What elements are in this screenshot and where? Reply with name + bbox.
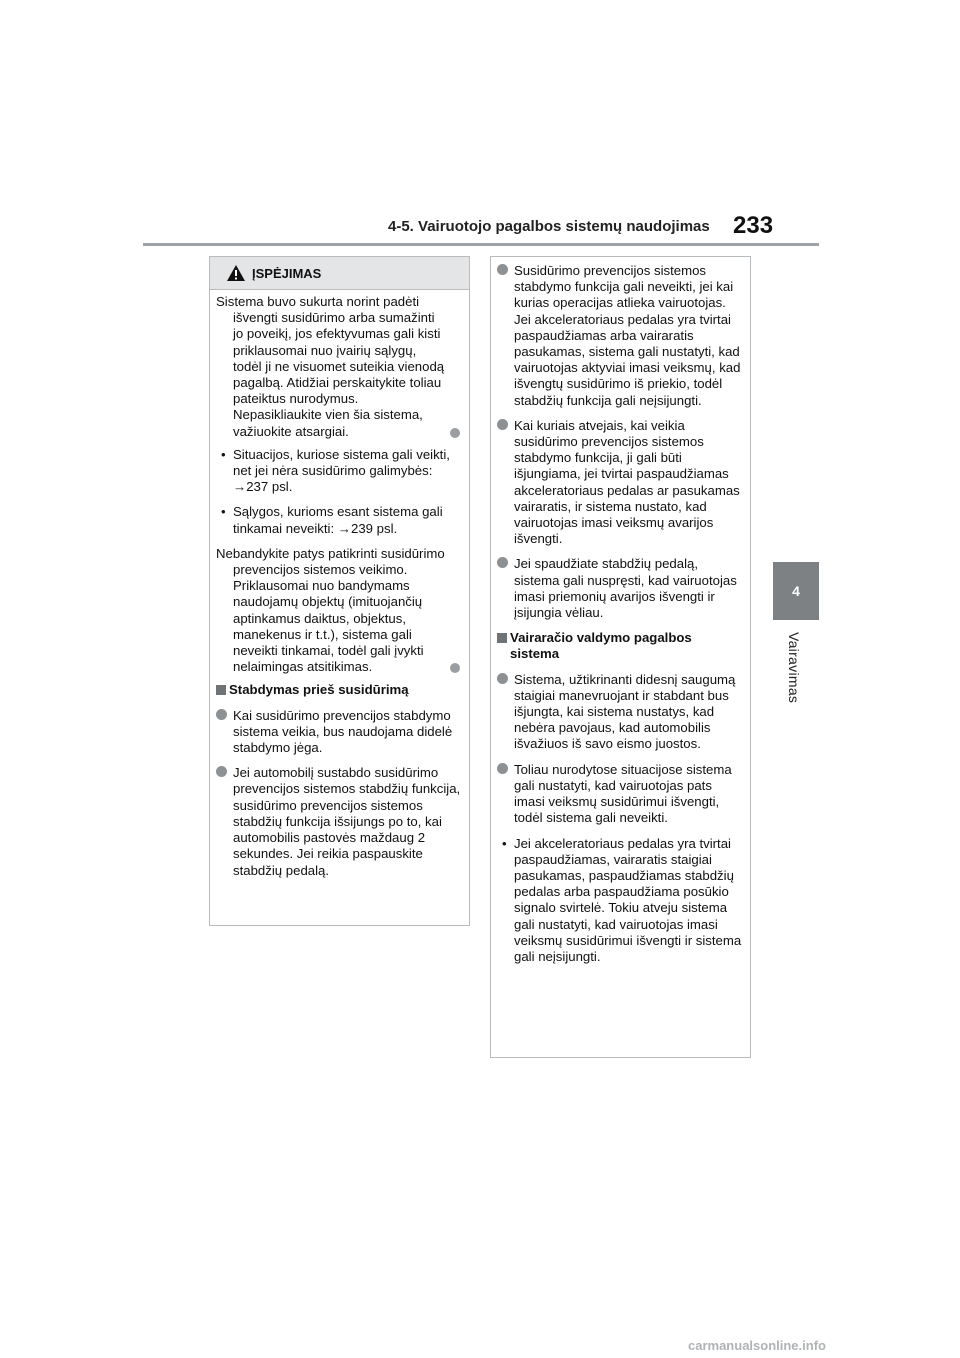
warning-intro: [216, 294, 462, 440]
page-number: 233: [733, 212, 774, 239]
circle-bullet-icon: [497, 673, 508, 684]
end-mark-icon: [450, 428, 460, 438]
list-item: [497, 672, 743, 753]
list-item-text: Toliau nurodytose situacijose sistema gali nustatyti, kad vairuotojas pats imasi veiksmų susidūrimui išvengti, todėl sistema gali neveikti.: [514, 761, 732, 826]
list-item-text: Jei akceleratoriaus pedalas yra tvirtai paspaudžiamas, vairaratis staigiai pasukamas, paspaudžiamas stabdžių pedalas arba paspaudžiama posūkio signalo svirtelė. Tokiu atveju sistema gali nustatyti, kad vairuotojas imasi veiksmų susidūrimui išvengti ir sistema gali neįsijungti.: [514, 835, 742, 964]
chapter-header-title: 4-5. Vairuotojo pagalbos sistemų naudojimas: [388, 218, 710, 235]
list-item: [216, 765, 462, 878]
list-item: [497, 556, 743, 621]
list-item-text: Susidūrimo prevencijos sistemos stabdymo funkcija gali neveikti, jei kai kurias operacijas atlieka vairuotojas. Jei akceleratoriaus pedalas yra tvirtai paspaudžiamas arba vairaratis pasukamas, sistema gali nustatyti, kad vairuotojas aktyviai imasi veiksmų, kad išvengtų susidūrimo iš priekio, todėl stabdžių funkcija gali neįsijungti.: [514, 263, 741, 408]
square-bullet-icon: [216, 685, 226, 695]
circle-bullet-icon: [497, 557, 508, 568]
section-heading-text: Vairaračio valdymo pagalbos sistema: [510, 630, 692, 662]
circle-bullet-icon: [497, 264, 508, 275]
warning-title: ĮSPĖJIMAS: [252, 265, 322, 281]
section-heading: [216, 682, 462, 698]
warning-continued-box: [490, 256, 751, 1058]
section-heading: [497, 630, 743, 662]
list-item: [497, 836, 743, 966]
end-mark-icon: [450, 663, 460, 673]
header-divider: [143, 243, 819, 246]
circle-bullet-icon: [497, 763, 508, 774]
list-item-text: Kai susidūrimo prevencijos stabdymo sistema veikia, bus naudojama didelė stabdymo jėga.: [233, 707, 453, 756]
bullet-dot-icon: •: [221, 504, 226, 520]
list-item: [497, 263, 743, 409]
warning-content: [210, 290, 469, 879]
list-item: [497, 762, 743, 827]
test-note-text: Nebandykite patys patikrinti susidūrimo prevencijos sistemos veikimo. Priklausomai nuo bandymams naudojamų objektų (imituojančių aptinkamus daiktus, objektus, manekenus ir t.t.), sistema gali neveikti tinkamai, todėl gali įvykti nelaimingas atsitikimas.: [216, 545, 445, 675]
warning-header: [210, 257, 469, 290]
list-item-text: Situacijos, kuriose sistema gali veikti, net jei nėra susidūrimo galimybės: →237 psl.: [233, 446, 450, 495]
warning-box: [209, 256, 470, 926]
circle-bullet-icon: [497, 419, 508, 430]
list-item: [216, 504, 462, 536]
bullet-dot-icon: •: [221, 446, 226, 462]
circle-bullet-icon: [216, 709, 227, 720]
list-item: [216, 447, 462, 496]
list-item: [497, 418, 743, 548]
test-note: [216, 546, 462, 676]
list-item: [216, 708, 462, 757]
warning-continued-content: [491, 257, 750, 965]
chapter-name: Vairavimas: [786, 632, 802, 704]
watermark-logo[interactable]: carmanualsonline.info: [688, 1338, 826, 1353]
warning-intro-text: Sistema buvo sukurta norint padėti išvengti susidūrimo arba sumažinti jo poveikį, jos efektyvumas gali kisti priklausomai nuo įvairių sąlygų, todėl ji ne visuomet suteikia vienodą pagalbą. Atidžiai perskaitykite toliau pateiktus nurodymus. Nepasikliaukite vien šia sistema, važiuokite atsargiai.: [216, 294, 445, 439]
list-item-text: Jei automobilį sustabdo susidūrimo prevencijos sistemos stabdžių funkcija, susidūrimo prevencijos sistemos stabdžių funkcija išsijungs po to, kai automobilis pastovės maždaug 2 sekundes. Jei reikia paspauskite stabdžių pedalą.: [233, 765, 461, 878]
list-item-text: Sistema, užtikrinanti didesnį saugumą staigiai manevruojant ir stabdant bus išjungta, kai sistema nustatys, kad nebėra pavojaus, kad automobilis išvažiuos iš savo eismo juostos.: [514, 671, 736, 752]
list-item-text: Kai kuriais atvejais, kai veikia susidūrimo prevencijos sistemos stabdymo funkcija, ji gali būti išjungiama, jei tvirtai paspaudžiamas akceleratoriaus pedalas ar pasukamas vairaratis, ir sistema nustato, kad vairuotojas imasi veiksmų avarijos išvengti.: [514, 417, 740, 547]
bullet-dot-icon: •: [502, 835, 507, 851]
section-heading-text: Stabdymas prieš susidūrimą: [229, 682, 409, 698]
list-item-text: Jei spaudžiate stabdžių pedalą, sistema gali nuspręsti, kad vairuotojas imasi priemonių avarijos išvengti ir įsijungia vėliau.: [514, 556, 737, 621]
chapter-tab[interactable]: 4: [773, 562, 819, 620]
circle-bullet-icon: [216, 766, 227, 777]
warning-triangle-icon: [226, 264, 246, 282]
square-bullet-icon: [497, 633, 507, 643]
list-item-text: Sąlygos, kurioms esant sistema gali tinkamai neveikti: →239 psl.: [233, 504, 443, 536]
